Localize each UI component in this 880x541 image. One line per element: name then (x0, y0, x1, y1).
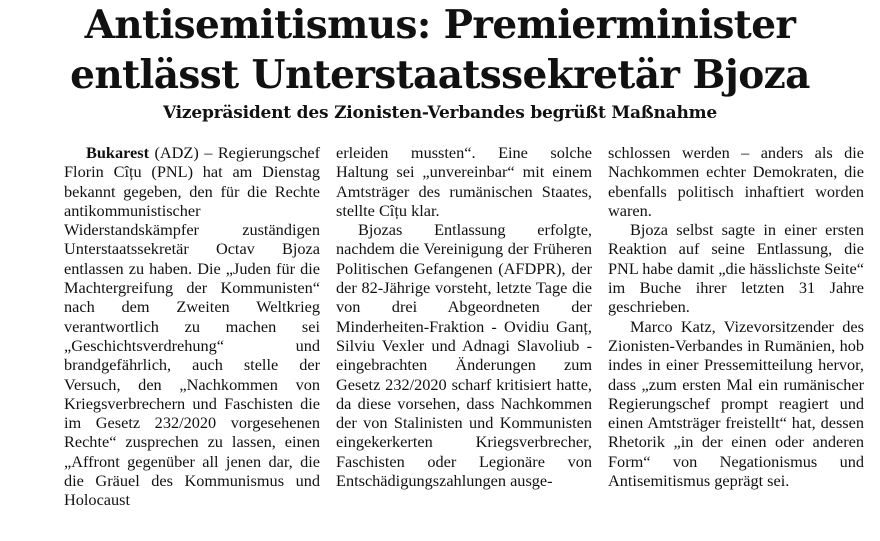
dateline: Bukarest (86, 143, 150, 162)
article-body (64, 143, 864, 539)
paragraph-text: (ADZ) – Regierungschef Florin Cîțu (PNL) hat am Dienstag bekannt gegeben, den für die Rechte antikommunistischer Widerstandskämpfer zuständigen Unterstaatssekretär Octav Bjoza entlassen zu haben. Die „Juden für die Machtergreifung der Kommunisten“ nach dem Zweiten Weltkrieg verantwortlich zu machen sei „Geschichtsverdrehung“ und brandgefährlich, auch stelle der Versuch, den „Nachkommen von Kriegsverbrechern und Faschisten die im Gesetz 232/2020 vorgesehenen Rechte“ zusprechen zu lassen, einen „Affront gegenüber all jenen dar, die die Gräuel des Kommunismus und Holocaust (64, 143, 320, 510)
column-2 (336, 143, 592, 539)
paragraph: Bjozas Entlassung erfolgte, nachdem die Vereinigung der Früheren Politischen Gefangenen (AFDPR), der der 82-Jährige vorsteht, letzte Tage die von drei Abgeordneten der Minderheiten-Fraktion - Ovidiu Ganț, Silviu Vexler und Adnagi Slavoliub - eingebrachten Änderungen zum Gesetz 232/2020 scharf kritisiert hatte, da diese vorsehen, dass Nachkommen der von Stalinisten und Kommunisten eingekerkerten Kriegsverbrecher, Faschisten oder Legionäre von Entschädigungszahlungen ausge- (336, 220, 592, 491)
paragraph: Marco Katz, Vizevorsitzender des Zionisten-Verbandes in Rumänien, hob indes in einer Pressemitteilung hervor, dass „zum ersten Mal ein rumänischer Regierungschef prompt reagiert und einen Amtsträger freistellt“ hat, dessen Rhetorik „in der einen oder anderen Form“ von Negationismus und Antisemitismus geprägt sei. (608, 316, 864, 491)
article-title (0, 0, 880, 100)
title-line-1: Antisemitismus: Premierminister (84, 2, 796, 48)
column-3 (608, 143, 864, 539)
paragraph: erleiden mussten“. Eine solche Haltung sei „unvereinbar“ mit einem Amtsträger des rumänischen Staates, stellte Cîțu klar. (336, 143, 592, 220)
paragraph: schlossen werden – anders als die Nachkommen echter Demokraten, die ebenfalls politisch inhaftiert worden waren. (608, 143, 864, 220)
column-1 (64, 143, 320, 539)
paragraph (64, 143, 320, 510)
title-line-2: entlässt Unterstaatssekretär Bjoza (70, 52, 810, 98)
paragraph: Bjoza selbst sagte in einer ersten Reaktion auf seine Entlassung, die PNL habe damit „die hässlichste Seite“ im Buche ihrer letzten 31 Jahre geschrieben. (608, 220, 864, 317)
article-subtitle: Vizepräsident des Zionisten-Verbandes begrüßt Maßnahme (162, 103, 718, 123)
